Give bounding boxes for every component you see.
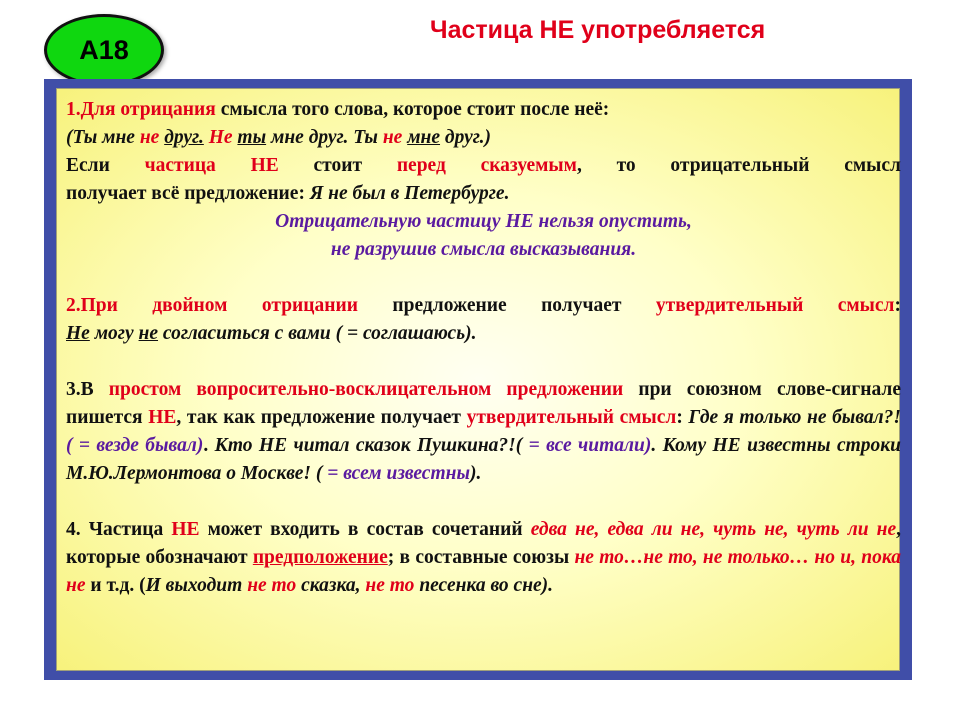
highlight: предположение <box>252 547 388 568</box>
s1-note2 <box>66 236 901 264</box>
example: НЕ <box>712 435 741 456</box>
s1-heading: 1.Для отрицания <box>66 99 216 120</box>
s1-example <box>66 124 901 152</box>
s1-note1 <box>66 208 901 236</box>
ex-underline: не <box>138 323 159 344</box>
highlight: НЕ <box>171 519 200 540</box>
text: 4. Частица <box>66 519 172 540</box>
note: не разрушив смысла высказывания. <box>330 239 637 260</box>
highlight: утвердительный смысл <box>466 407 677 428</box>
example: Кто НЕ <box>214 435 288 456</box>
text: . <box>203 435 215 456</box>
slide-title: Частица НЕ употребляется <box>430 16 766 44</box>
example-note: ( = везде бывал) <box>66 435 204 456</box>
ex-underline: Не <box>66 323 90 344</box>
example-ne: не то <box>365 575 415 596</box>
conjunctions: не то…не то, не только… но и, <box>574 547 856 568</box>
spacer <box>66 488 901 516</box>
example-note: = все читали) <box>522 435 652 456</box>
ex-text: мне друг. Ты <box>266 127 383 148</box>
slide-content <box>66 96 901 600</box>
ex-text: могу <box>89 323 139 344</box>
example: И выходит <box>145 575 248 596</box>
highlight: утвердительный смысл <box>655 295 895 316</box>
example: Я не был в Петербурге. <box>309 183 510 204</box>
example: Где я только не бывал?! <box>688 407 901 428</box>
ex-text: (Ты мне <box>66 127 140 148</box>
text: : <box>894 295 901 316</box>
example: ). <box>469 463 482 484</box>
text: стоит <box>278 155 397 176</box>
ex-ne: не <box>382 127 403 148</box>
s1-text: смысла того слова, которое стоит после неё: <box>215 99 610 120</box>
text: и т.д. ( <box>85 575 146 596</box>
example-note: = всем известны <box>322 463 470 484</box>
text: 3.В <box>66 379 109 400</box>
ex-text: друг.) <box>440 127 492 148</box>
text: при союзном слове-сигнале пишется <box>66 379 901 428</box>
note: Отрицательную частицу НЕ нельзя опустить, <box>275 211 692 232</box>
highlight: НЕ <box>148 407 177 428</box>
s1-line3 <box>66 152 901 180</box>
text: , то отрицательный смысл <box>576 155 901 176</box>
example: сказка, <box>296 575 366 596</box>
s2-heading: 2.При двойном отрицании <box>66 295 358 316</box>
s1-line4 <box>66 180 901 208</box>
highlight: перед сказуемым <box>396 155 577 176</box>
text: , так как предложение получает <box>176 407 467 428</box>
text: ; в составные союзы <box>387 547 575 568</box>
s1-line1 <box>66 96 901 124</box>
text: : <box>676 407 689 428</box>
s4-paragraph <box>66 516 901 600</box>
lesson-badge <box>44 14 164 86</box>
combinations: едва не, едва ли не, чуть не, чуть ли не <box>530 519 897 540</box>
spacer <box>66 264 901 292</box>
ex-underline: мне <box>407 127 441 148</box>
text: получает всё предложение: <box>66 183 310 204</box>
ex-ne: Не <box>208 127 233 148</box>
example: известны строки М.Ю.Лермонтова о Москве! ( <box>66 435 902 484</box>
s2-example <box>66 320 901 348</box>
highlight: частица НЕ <box>144 155 279 176</box>
example: читал сказок Пушкина?!( <box>287 435 523 456</box>
ex-ne: не <box>139 127 160 148</box>
text: предложение получает <box>357 295 656 316</box>
highlight: простом вопросительно-восклицательном предложении <box>108 379 624 400</box>
s2-line1 <box>66 292 901 320</box>
spacer <box>66 348 901 376</box>
ex-underline: друг. <box>164 127 204 148</box>
text: , которые обозначают <box>66 519 902 568</box>
s3-paragraph <box>66 376 901 488</box>
text: может входить в состав сочетаний <box>199 519 531 540</box>
example: . Кому <box>651 435 713 456</box>
ex-text: согласиться с вами ( = соглашаюсь). <box>158 323 477 344</box>
example-ne: не то <box>247 575 297 596</box>
conjunctions: пока не <box>66 547 901 596</box>
badge-label: А18 <box>79 34 129 65</box>
ex-underline: ты <box>237 127 267 148</box>
text: Если <box>66 155 145 176</box>
example: песенка во сне). <box>414 575 554 596</box>
